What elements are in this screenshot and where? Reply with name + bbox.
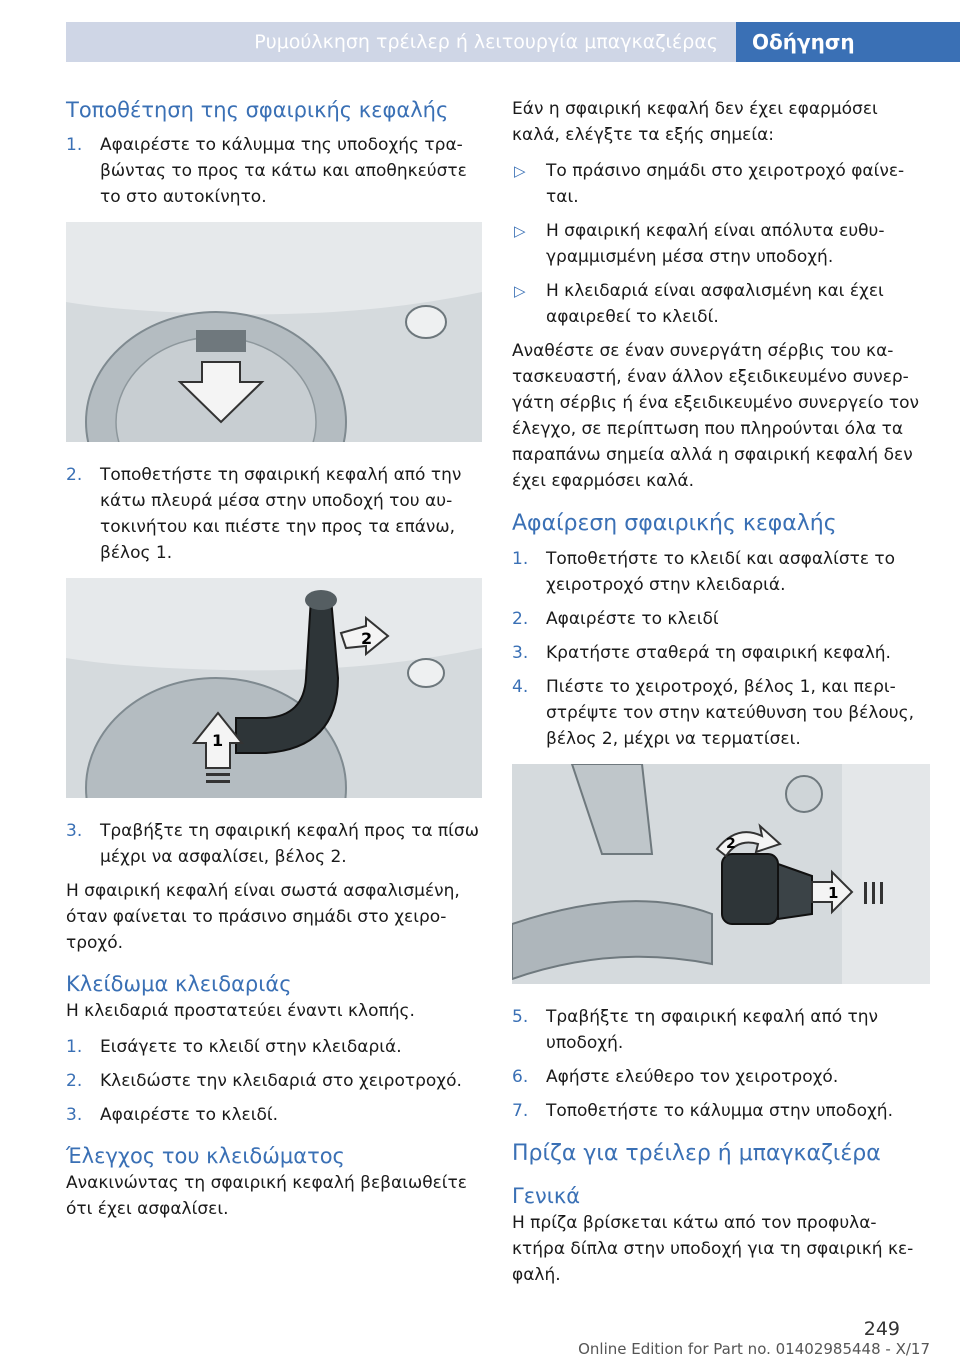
list-item: 4. Πιέστε το χειροτροχό, βέλος 1, και περι- στρέψτε τον στην κατεύθυνση του βέλους, βέλος 2, μέχρι να τερματίσει. — [512, 677, 915, 749]
triangle-bullet-icon: ▷ — [514, 162, 526, 180]
paragraph-if-not-fitted: Εάν η σφαιρική κεφαλή δεν έχει εφαρμόσει καλά, ελέγξτε τα εξής σημεία: — [512, 99, 878, 145]
list-item: 7. Τοποθετήστε το κάλυμμα στην υποδοχή. — [512, 1101, 893, 1121]
left-column — [66, 96, 482, 1232]
list-item: 3. Αφαιρέστε το κλειδί. — [66, 1105, 279, 1125]
list-item: 3. Κρατήστε σταθερά τη σφαιρική κεφαλή. — [512, 643, 891, 663]
heading-socket: Πρίζα για τρέιλερ ή μπαγκαζιέρα — [512, 1141, 881, 1166]
steps-install-c — [66, 818, 482, 870]
header-section: Ρυμούλκηση τρέιλερ ή λειτουργία μπαγκαζιέρας — [66, 22, 736, 62]
figure-release-handwheel — [512, 764, 930, 984]
paragraph-correct-lock: Η σφαιρική κεφαλή είναι σωστά ασφαλισμένη, όταν φαίνεται το πράσινο σημάδι στο χειρο- τροχό. — [66, 881, 460, 953]
edition-footer: Online Edition for Part no. 01402985448 - X/17 — [578, 1340, 930, 1358]
triangle-bullet-icon: ▷ — [514, 282, 526, 300]
figure-remove-cover — [66, 222, 482, 442]
steps-lock — [66, 1034, 482, 1128]
list-item: 1. Αφαιρέστε το κάλυμμα της υποδοχής τρα- βώντας το προς τα κάτω και αποθηκεύστε το στο αυτοκίνητο. — [66, 135, 467, 207]
checklist — [512, 158, 930, 330]
list-item: ▷ Η σφαιρική κεφαλή είναι απόλυτα ευθυ- γραμμισμένη μέσα στην υποδοχή. — [512, 218, 930, 270]
list-item: 6. Αφήστε ελεύθερο τον χειροτροχό. — [512, 1067, 839, 1087]
heading-remove: Αφαίρεση σφαιρικής κεφαλής — [512, 511, 837, 536]
header-chapter: Οδήγηση — [736, 22, 960, 62]
paragraph-check-lock: Ανακινώντας τη σφαιρική κεφαλή βεβαιωθείτε ότι έχει ασφαλίσει. — [66, 1173, 467, 1219]
arrow-label-2: 2 — [726, 836, 736, 852]
arrow-label-2: 2 — [361, 629, 373, 648]
list-item: 1. Τοποθετήστε το κλειδί και ασφαλίστε το χειροτροχό στην κλειδαριά. — [512, 549, 896, 595]
list-item: ▷ Η κλειδαριά είναι ασφαλισμένη και έχει αφαιρεθεί το κλειδί. — [512, 278, 930, 330]
list-item: 2. Κλειδώστε την κλειδαριά στο χειροτροχό. — [66, 1071, 462, 1091]
list-item: 2. Τοποθετήστε τη σφαιρική κεφαλή από την κάτω πλευρά μέσα στην υποδοχή του αυ- τοκινήτου και πιέστε την προς τα επάνω, βέλος 1. — [66, 465, 462, 563]
heading-install: Τοποθέτηση της σφαιρικής κεφαλής — [66, 98, 449, 122]
triangle-bullet-icon: ▷ — [514, 222, 526, 240]
figure-insert-ball-head — [66, 578, 482, 798]
steps-remove-b — [512, 1004, 930, 1124]
steps-install-b — [66, 462, 482, 566]
arrow-label-1: 1 — [212, 731, 224, 750]
arrow-label-1: 1 — [828, 884, 839, 902]
list-item: 2. Αφαιρέστε το κλειδί — [512, 609, 719, 629]
paragraph-socket-location: Η πρίζα βρίσκεται κάτω από τον προφυλα- κτήρα δίπλα στην υποδοχή για τη σφαιρική κε- φαλή. — [512, 1213, 914, 1285]
paragraph-lock-intro: Η κλειδαριά προστατεύει έναντι κλοπής. — [66, 1001, 415, 1021]
right-column — [512, 96, 930, 1298]
heading-check-lock: Έλεγχος του κλειδώματος — [66, 1144, 345, 1168]
page-number: 249 — [863, 1318, 900, 1340]
paragraph-service: Αναθέστε σε έναν συνεργάτη σέρβις του κα- τασκευαστή, έναν άλλον εξειδικευμένο συνερ- γάτη σέρβις ή ένα εξειδικευμένο συνεργείο τον έλεγχο, σε περίπτωση που πληρούνται όλα τα παραπάνω σημεία αλλά η σφαιρική κεφαλή δεν έχει εφαρμόσει καλά. — [512, 341, 920, 491]
heading-general: Γενικά — [512, 1184, 581, 1208]
list-item: 5. Τραβήξτε τη σφαιρική κεφαλή από την υποδοχή. — [512, 1007, 879, 1053]
steps-remove-a — [512, 546, 930, 752]
steps-install-a — [66, 132, 482, 210]
list-item: 1. Εισάγετε το κλειδί στην κλειδαριά. — [66, 1037, 402, 1057]
heading-lock: Κλείδωμα κλειδαριάς — [66, 972, 292, 996]
list-item: ▷ Το πράσινο σημάδι στο χειροτροχό φαίνε- ται. — [512, 158, 930, 210]
list-item: 3. Τραβήξτε τη σφαιρική κεφαλή προς τα πίσω μέχρι να ασφαλίσει, βέλος 2. — [66, 821, 479, 867]
